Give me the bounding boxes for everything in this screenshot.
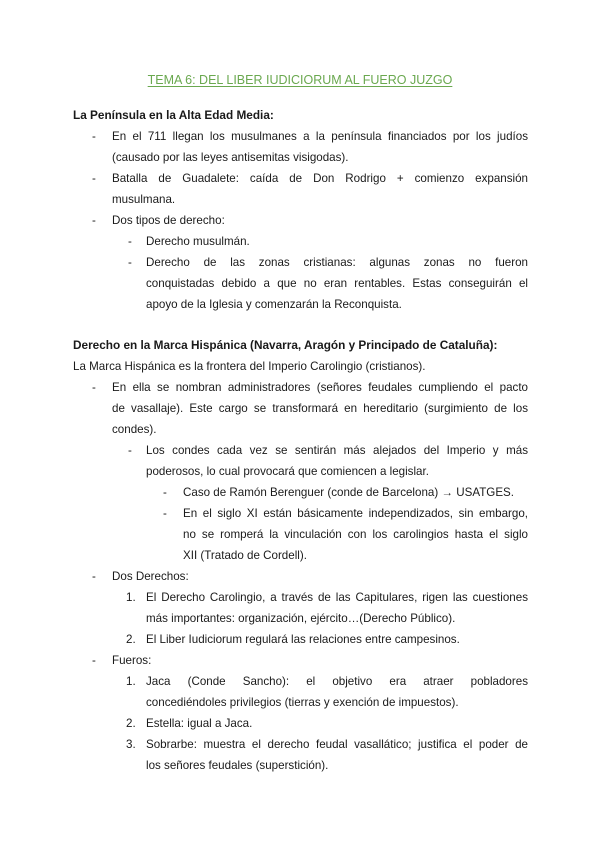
bullet-dash: - [128, 256, 132, 269]
text-line: apoyo de la Iglesia y comenzarán la Reconquista. [146, 298, 402, 311]
list-number: 1. [126, 675, 136, 688]
text-line: más importantes: organización, ejército…(Derecho Público). [146, 612, 456, 625]
bullet-dash: - [92, 381, 96, 394]
text-line: En el siglo XI están básicamente independizados, sin embargo, [183, 507, 528, 520]
bullet-dash: - [128, 444, 132, 457]
text-line: En el 711 llegan los musulmanes a la península financiados por los judíos [112, 130, 528, 143]
text-line: de vasallaje). Este cargo se transformará en hereditario (surgimiento de los [112, 402, 528, 415]
bullet-dash: - [92, 654, 96, 667]
text-line: En ella se nombran administradores (señores feudales cumpliendo el pacto [112, 381, 528, 394]
text-line: condes). [112, 423, 157, 436]
text-line: concediéndoles privilegios (tierras y exención de impuestos). [146, 696, 459, 709]
text-line: Caso de Ramón Berenguer (conde de Barcelona) → USATGES. [183, 486, 515, 499]
text-line: El Liber Iudiciorum regulará las relaciones entre campesinos. [146, 633, 460, 646]
bullet-dash: - [92, 214, 96, 227]
text-line: Estella: igual a Jaca. [146, 717, 253, 730]
section-heading-marca-hispanica: Derecho en la Marca Hispánica (Navarra, Aragón y Principado de Cataluña): [73, 338, 498, 352]
text-line: poderosos, lo cual provocará que comiencen a legislar. [146, 465, 429, 478]
page-title: TEMA 6: DEL LIBER IUDICIORUM AL FUERO JUZGO [147, 73, 453, 87]
text-line: El Derecho Carolingio, a través de las Capitulares, rigen las cuestiones [146, 591, 528, 604]
text-line: (causado por las leyes antisemitas visigodas). [112, 151, 349, 164]
list-number: 3. [126, 738, 136, 751]
bullet-dash: - [92, 130, 96, 143]
text-line: Los condes cada vez se sentirán más alejados del Imperio y más [146, 444, 528, 457]
text-line: Dos tipos de derecho: [112, 214, 225, 227]
text-line: conquistadas debido a que no eran rentables. Estas conseguirán el [146, 277, 528, 290]
text-line: Jaca (Conde Sancho): el objetivo era atraer pobladores [146, 675, 528, 688]
list-number: 2. [126, 717, 136, 730]
text-line: Batalla de Guadalete: caída de Don Rodrigo + comienzo expansión [112, 172, 528, 185]
bullet-dash: - [128, 235, 132, 248]
text-line: Fueros: [112, 654, 152, 667]
text-line: La Marca Hispánica es la frontera del Imperio Carolingio (cristianos). [73, 360, 426, 373]
bullet-dash: - [163, 507, 167, 520]
text-line: XII (Tratado de Cordell). [183, 549, 307, 562]
text-line: musulmana. [112, 193, 176, 206]
bullet-dash: - [163, 486, 167, 499]
text-line: los señores feudales (superstición). [146, 759, 329, 772]
text-line: Derecho de las zonas cristianas: algunas zonas no fueron [146, 256, 528, 269]
list-number: 2. [126, 633, 136, 646]
text-line: Derecho musulmán. [146, 235, 250, 248]
bullet-dash: - [92, 570, 96, 583]
bullet-dash: - [92, 172, 96, 185]
section-heading-peninsula: La Península en la Alta Edad Media: [73, 108, 274, 122]
text-line: no se romperá la vinculación con los carolingios hasta el siglo [183, 528, 528, 541]
text-line: Dos Derechos: [112, 570, 189, 583]
list-number: 1. [126, 591, 136, 604]
text-line: Sobrarbe: muestra el derecho feudal vasallático; justifica el poder de [146, 738, 528, 751]
